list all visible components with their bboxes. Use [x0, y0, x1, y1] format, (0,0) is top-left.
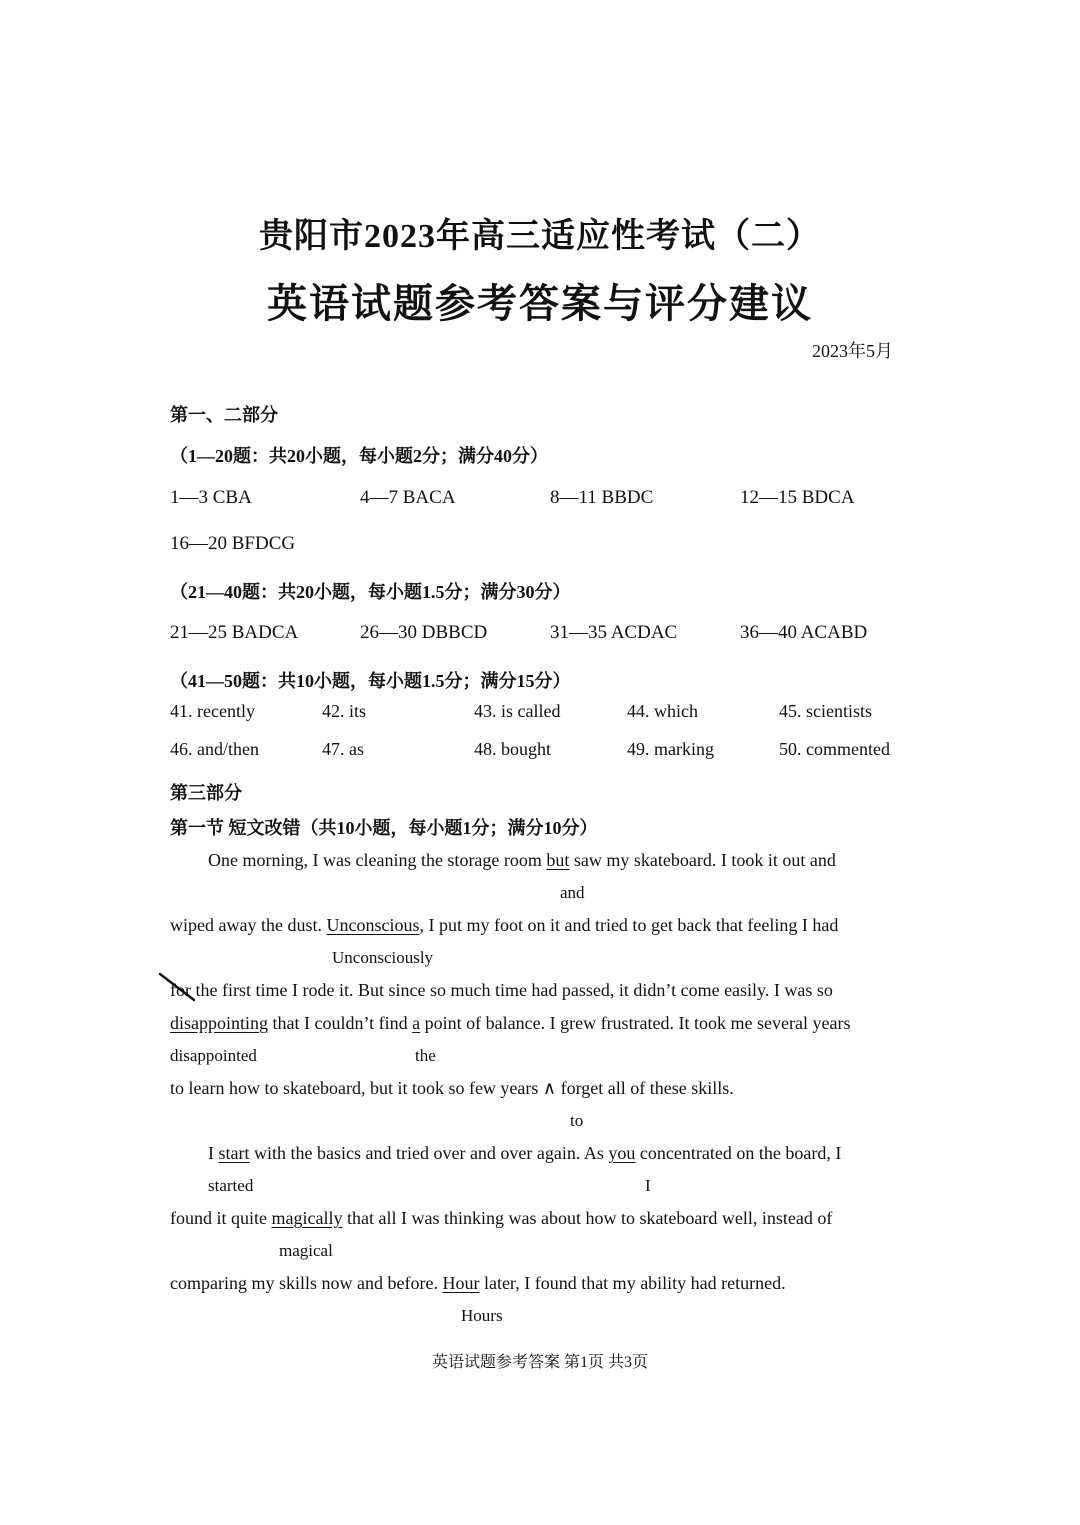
exam-title: 贵阳市2023年高三适应性考试（二） [259, 218, 821, 255]
answer-item: 49. marking [627, 739, 714, 759]
error-word: start [218, 1143, 250, 1163]
error-word: you [608, 1143, 636, 1163]
insert-caret-icon: ∧ [542, 1078, 557, 1098]
answer-item: 44. which [627, 701, 698, 721]
error-word: magically [271, 1208, 343, 1228]
document-title: 英语试题参考答案与评分建议 [267, 281, 813, 326]
error-word: Unconscious [326, 915, 420, 935]
group1-note: （1—20题：共20小题，每小题2分；满分40分） [170, 446, 548, 466]
group2-note: （21—40题：共20小题，每小题1.5分；满分30分） [170, 582, 571, 602]
delete-mark-icon [158, 970, 198, 1004]
passage-line: wiped away the dust. Unconscious, I put my foot on it and tried to get back that feeling I had [170, 915, 839, 935]
passage-line: to learn how to skateboard, but it took so few years ∧ forget all of these skills. [170, 1078, 734, 1098]
correction: I [645, 1176, 651, 1195]
correction: started [208, 1176, 254, 1195]
answer-item: 47. as [322, 739, 364, 759]
answer-group: 26—30 DBBCD [360, 622, 488, 643]
answer-group: 1—3 CBA [170, 487, 252, 508]
error-word: disappointing [170, 1013, 268, 1033]
answer-item: 48. bought [474, 739, 552, 759]
answer-group: 36—40 ACABD [740, 622, 868, 643]
answer-group: 21—25 BADCA [170, 622, 299, 643]
section1-heading: 第一节 短文改错（共10小题，每小题1分；满分10分） [170, 818, 598, 838]
answer-group: 4—7 BACA [360, 487, 456, 508]
error-word: but [546, 850, 570, 870]
deleted-word: for [170, 980, 191, 1000]
answer-group: 8—11 BBDC [550, 487, 654, 508]
answer-group: 12—15 BDCA [740, 487, 855, 508]
correction: the [415, 1046, 436, 1065]
page-footer: 英语试题参考答案 第1页 共3页 [431, 1354, 648, 1371]
passage-line: found it quite magically that all I was thinking was about how to skateboard well, instead of [170, 1208, 833, 1228]
correction: to [570, 1111, 584, 1130]
part12-heading: 第一、二部分 [170, 405, 278, 425]
answer-group: 16—20 BFDCG [170, 533, 296, 554]
document-date: 2023年5月 [812, 341, 893, 361]
correction: and [560, 883, 585, 902]
error-word: Hour [442, 1273, 480, 1293]
passage-line: One morning, I was cleaning the storage room but saw my skateboard. I took it out and [208, 850, 836, 870]
passage-line: for the first time I rode it. But since so much time had passed, it didn’t come easily. I was so [170, 980, 833, 1000]
answer-item: 45. scientists [779, 701, 872, 721]
correction: disappointed [170, 1046, 257, 1065]
passage-line: disappointing that I couldn’t find a point of balance. I grew frustrated. It took me several years [170, 1013, 851, 1033]
answer-item: 46. and/then [170, 739, 259, 759]
answer-item: 41. recently [170, 701, 255, 721]
answer-item: 42. its [322, 701, 367, 721]
correction: magical [279, 1241, 333, 1260]
answer-item: 43. is called [474, 701, 561, 721]
answer-group: 31—35 ACDAC [550, 622, 678, 643]
correction: Unconsciously [332, 948, 434, 967]
error-word: a [412, 1013, 421, 1033]
correction: Hours [461, 1306, 503, 1325]
group3-note: （41—50题：共10小题，每小题1.5分；满分15分） [170, 671, 571, 691]
part3-heading: 第三部分 [170, 783, 242, 803]
passage-line: I start with the basics and tried over and over again. As you concentrated on the board, I [208, 1143, 842, 1163]
passage-line: comparing my skills now and before. Hour later, I found that my ability had returned. [170, 1273, 786, 1293]
answer-item: 50. commented [779, 739, 890, 759]
